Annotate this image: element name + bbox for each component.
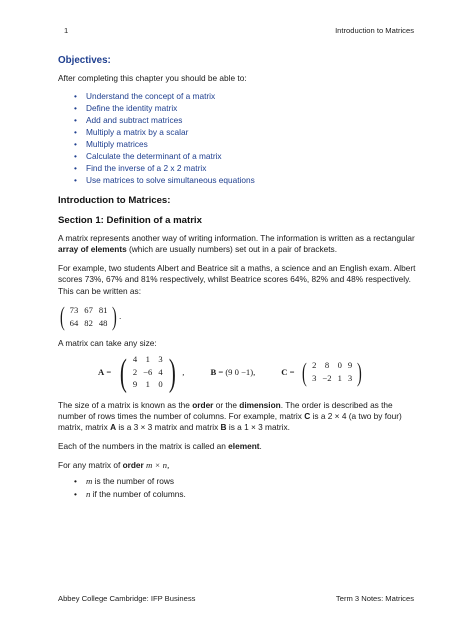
objective-item: • Multiply matrices	[74, 138, 148, 149]
score-matrix: ( 73 67 81 64 82 48 ) .	[59, 302, 122, 332]
footer-left: Abbey College Cambridge: IFP Business	[58, 594, 196, 603]
objectives-title: Objectives:	[58, 55, 111, 66]
objective-item: • Find the inverse of a 2 x 2 matrix	[74, 162, 207, 173]
order-definition-list	[58, 475, 418, 501]
objective-item: • Use matrices to solve simultaneous equations	[74, 174, 255, 185]
element-paragraph: Each of the numbers in the matrix is called an element.	[58, 440, 262, 451]
section-heading: Section 1: Definition of a matrix	[58, 214, 202, 226]
matrix-a: ( 4 1 3 2 −6 4 9 1 0 )	[120, 351, 176, 394]
page-footer	[58, 594, 414, 604]
objective-item: • Calculate the determinant of a matrix	[74, 150, 222, 161]
order-paragraph: The size of a matrix is known as the order or the dimension. The order is described as the number of rows times the number of columns. For example, matrix C is a 2 × 4 (a two by four) matrix, matrix A is a 3 × 3 matrix and matrix B is a 1 × 3 matrix.	[58, 399, 402, 433]
page-content	[58, 54, 418, 501]
matrix-c: ( 2 8 0 9 3 −2 1 3 )	[302, 357, 362, 387]
definition-paragraph: A matrix represents another way of writing information. The information is written as a rectangular array of elements (which are usually numbers) set out in a pair of brackets.	[58, 232, 415, 255]
intro-heading: Introduction to Matrices:	[58, 195, 171, 207]
objective-item: • Multiply a matrix by a scalar	[74, 126, 189, 137]
any-matrix-paragraph: For any matrix of order m × n,	[58, 460, 170, 471]
matrix-c-label: C =	[281, 366, 295, 377]
size-paragraph: A matrix can take any size:	[58, 338, 157, 349]
header-title: Introduction to Matrices	[335, 26, 414, 35]
matrix-a-label: A =	[98, 366, 112, 377]
page-header	[58, 26, 414, 36]
objective-item: • Define the identity matrix	[74, 102, 178, 113]
objective-item: • Add and subtract matrices	[74, 114, 183, 125]
objective-item: • Understand the concept of a matrix	[74, 90, 216, 101]
example-matrices: A = ( 4 1 3 2 −6 4 9 1 0 ) , B = (9 0 −1), C = ( 2 8 0 9 3 −2 1 3 )	[98, 351, 362, 394]
objectives-list	[58, 91, 418, 187]
page-number: 1	[64, 26, 69, 35]
example-paragraph: For example, two students Albert and Beatrice sit a maths, a science and an English exam. Albert scores 73%, 67% and 81% respectively, whilst Beatrice scores 64%, 82% and 48% respectively. This can be written as:	[58, 262, 416, 296]
matrix-b: B = (9 0 −1),	[210, 366, 256, 377]
order-item-columns: • n if the number of columns.	[74, 488, 186, 499]
order-item-rows: • m is the number of rows	[74, 475, 174, 486]
footer-right: Term 3 Notes: Matrices	[335, 594, 414, 603]
objectives-intro: After completing this chapter you should be able to:	[58, 72, 247, 83]
